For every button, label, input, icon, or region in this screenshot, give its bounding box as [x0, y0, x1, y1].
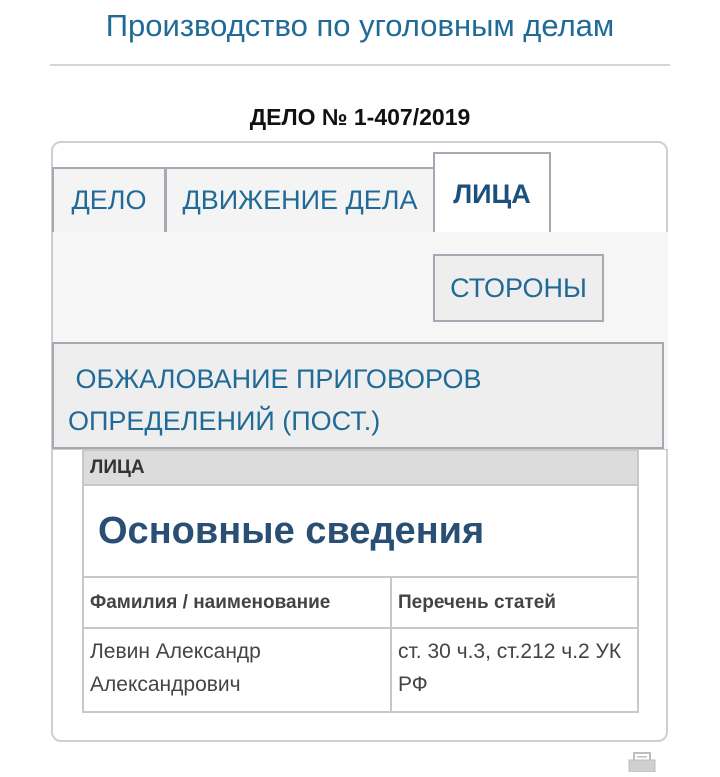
table-caption: ЛИЦА [83, 450, 638, 485]
column-header-name: Фамилия / наименование [83, 577, 391, 628]
subtab-appeals[interactable] [52, 342, 664, 449]
page-title: Производство по уголовным делам [105, 8, 615, 43]
persons-table [82, 449, 639, 713]
title-divider [50, 64, 670, 66]
printer-icon[interactable] [628, 752, 656, 772]
subtab-appeals-line2: ОПРЕДЕЛЕНИЙ (ПОСТ.) [68, 406, 381, 436]
person-name-cell: Левин Александр Александрович [83, 628, 391, 712]
tab-delo[interactable]: ДЕЛО [52, 167, 166, 234]
person-articles-cell: ст. 30 ч.3, ст.212 ч.2 УК РФ [391, 628, 638, 712]
table-caption-row [83, 450, 638, 485]
subtab-appeals-line1: ОБЖАЛОВАНИЕ ПРИГОВОРОВ [68, 364, 482, 394]
tab-case-movement[interactable]: ДВИЖЕНИЕ ДЕЛА [165, 167, 435, 234]
table-row [83, 628, 638, 712]
section-title-row [83, 485, 638, 577]
section-title: Основные сведения [83, 485, 638, 577]
table-header-row [83, 577, 638, 628]
column-header-articles: Перечень статей [391, 577, 638, 628]
tab-persons[interactable]: ЛИЦА [433, 152, 551, 234]
case-number: ДЕЛО № 1-407/2019 [249, 104, 471, 130]
subtab-parties[interactable]: СТОРОНЫ [433, 254, 604, 322]
